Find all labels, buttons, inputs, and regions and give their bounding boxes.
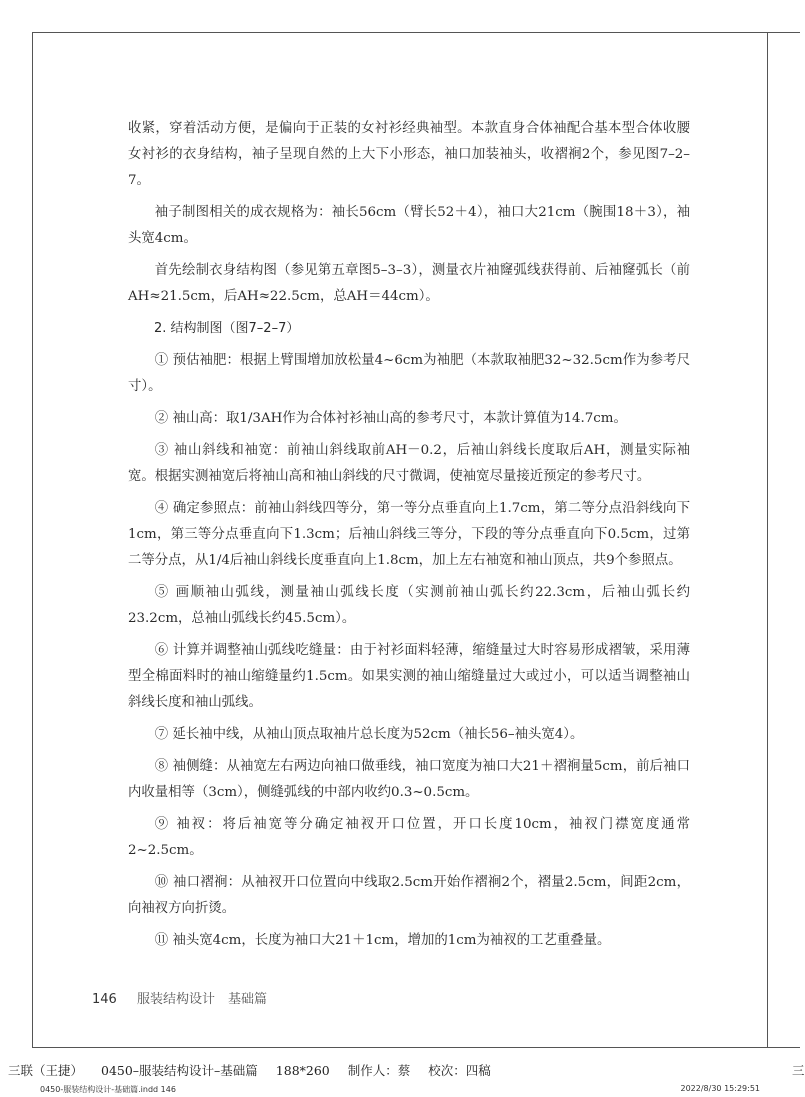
book-title: 服装结构设计 基础篇 (136, 992, 267, 1007)
paragraph: ② 袖山高：取1/3AH作为合体衬衫袖山高的参考尺寸，本款计算值为14.7cm。 (154, 411, 627, 426)
paragraph: ③ 袖山斜线和袖宽：前袖山斜线取前AH－0.2，后袖山斜线长度取后AH，测量实际袖宽。根据实测袖宽后将袖山高和袖山斜线的尺寸微调，使袖宽尽量接近预定的参考尺寸。 (128, 443, 690, 484)
page-number: 146 (92, 992, 117, 1007)
paragraph: ⑤ 画顺袖山弧线，测量袖山弧线长度（实测前袖山弧长约22.3cm，后袖山弧长约23.2cm，总袖山弧线长约45.5cm）。 (128, 585, 690, 626)
paragraph: 首先绘制衣身结构图（参见第五章图5–3–3），测量衣片袖窿弧线获得前、后袖窿弧长（前AH≈21.5cm，后AH≈22.5cm，总AH＝44cm）。 (128, 263, 690, 304)
slug-size: 188*260 (275, 1063, 330, 1078)
page-footer (92, 988, 267, 1007)
adjacent-page-frame (768, 32, 800, 1048)
paragraph: ⑥ 计算并调整袖山弧线吃缝量：由于衬衫面料轻薄，缩缝量过大时容易形成褶皱，采用薄型全棉面料时的袖山缩缝量约1.5cm。如果实测的袖山缩缝量过大或过小，可以适当调整袖山斜线长度和袖山弧线。 (128, 643, 690, 710)
paragraph: ⑨ 袖衩：将后袖宽等分确定袖衩开口位置，开口长度10cm，袖衩门襟宽度通常2~2.5cm。 (128, 817, 690, 858)
print-slug (8, 1061, 805, 1079)
section-heading: 2. 结构制图（图7–2–7） (154, 321, 300, 336)
slug-job: 0450–服装结构设计–基础篇 (101, 1063, 258, 1078)
body-text (128, 116, 690, 960)
paragraph: ④ 确定参照点：前袖山斜线四等分，第一等分点垂直向上1.7cm，第二等分点沿斜线向下1cm，第三等分点垂直向下1.3cm；后袖山斜线三等分，下段的等分点垂直向下0.5cm，过第二等分点，从1/4后袖山斜线长度垂直向上1.8cm，加上左右袖宽和袖山顶点，共9个参照点。 (128, 501, 690, 568)
paragraph: 袖子制图相关的成衣规格为：袖长56cm（臂长52＋4），袖口大21cm（腕围18＋3），袖头宽4cm。 (128, 205, 690, 246)
paragraph: ⑧ 袖侧缝：从袖宽左右两边向袖口做垂线，袖口宽度为袖口大21＋褶裥量5cm，前后袖口内收量相等（3cm），侧缝弧线的中部内收约0.3~0.5cm。 (128, 759, 690, 800)
slug-proof: 校次：四稿 (428, 1063, 491, 1078)
slug-maker: 制作人：蔡 (347, 1063, 411, 1078)
paragraph: ① 预估袖肥：根据上臂围增加放松量4~6cm为袖肥（本款取袖肥32~32.5cm作为参考尺寸）。 (128, 353, 690, 394)
slug-author: 三联（王捷） (8, 1063, 84, 1078)
paragraph: ⑪ 袖头宽4cm，长度为袖口大21＋1cm，增加的1cm为袖衩的工艺重叠量。 (154, 933, 611, 948)
paragraph: 收紧，穿着活动方便，是偏向于正装的女衬衫经典袖型。本款直身合体袖配合基本型合体收腰女衬衫的衣身结构，袖子呈现自然的上大下小形态，袖口加装袖头，收褶裥2个，参见图7–2–7。 (128, 121, 690, 188)
file-info: 0450-服装结构设计-基础篇.indd 146 (40, 1085, 176, 1094)
paragraph: ⑩ 袖口褶裥：从袖衩开口位置向中线取2.5cm开始作褶裥2个，褶量2.5cm，间距2cm，向袖衩方向折烫。 (128, 875, 690, 916)
print-timestamp: 2022/8/30 15:29:51 (680, 1084, 760, 1093)
slug-edge-mark: 三 (792, 1063, 805, 1078)
paragraph: ⑦ 延长袖中线，从袖山顶点取袖片总长度为52cm（袖长56–袖头宽4）。 (154, 727, 584, 742)
